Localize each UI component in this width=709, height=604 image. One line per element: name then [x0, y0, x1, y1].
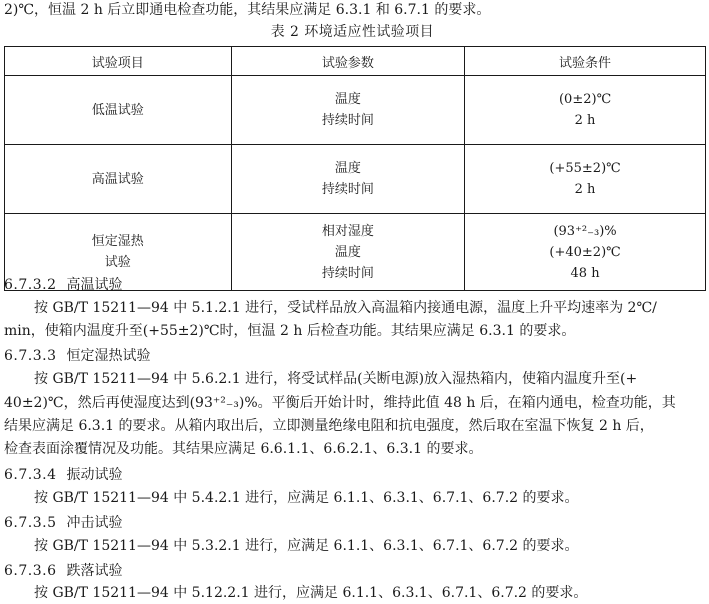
section-number: 6.7.3.4: [4, 467, 57, 483]
condition-text: (0±2)℃: [558, 92, 612, 107]
section-title: 高温试验: [66, 277, 123, 293]
section-number: 6.7.3.5: [4, 515, 57, 531]
paragraph-line: 结果应满足 6.3.1 的要求。从箱内取出后，立即测量绝缘电阻和抗电强度，然后取在室温下恢复 2 h 后，: [4, 418, 654, 434]
table-caption: 表 2 环境适应性试验项目: [270, 24, 435, 40]
param-text: 相对湿度: [321, 223, 374, 239]
condition-text: (+40±2)℃: [549, 244, 621, 260]
cell-test-parameter: [231, 76, 465, 145]
header-test-item: 试验项目: [5, 47, 232, 76]
section-heading: [4, 561, 122, 581]
section-number: 6.7.3.6: [4, 563, 57, 579]
cell-test-condition: [465, 76, 706, 145]
section-heading: [4, 275, 122, 295]
paragraph-line: 40±2)℃，然后再使湿度达到(93⁺²₋₃)%。平衡后开始计时，维持此值 48 h 后，在箱内通电，检查功能，其: [4, 395, 676, 411]
cell-test-item: [5, 76, 232, 145]
table-row: [5, 145, 706, 214]
condition-text: 48 h: [570, 265, 600, 281]
param-text: 持续时间: [321, 182, 374, 197]
param-text: 持续时间: [321, 265, 374, 281]
paragraph-line: 按 GB/T 15211—94 中 5.6.2.1 进行，将受试样品(关断电源)放入湿热箱内，使箱内温度升至(+: [34, 371, 638, 387]
param-text: 温度: [334, 92, 361, 107]
header-test-condition: 试验条件: [465, 47, 706, 76]
section-heading: [4, 346, 150, 366]
cell-test-parameter: [231, 145, 465, 214]
table-header-row: [5, 47, 706, 76]
param-text: 持续时间: [321, 113, 374, 128]
paragraph-line: 按 GB/T 15211—94 中 5.4.2.1 进行，应满足 6.1.1、6.3.1、6.7.1、6.7.2 的要求。: [34, 490, 579, 506]
param-text: 温度: [334, 244, 361, 260]
section-title: 冲击试验: [66, 515, 123, 531]
environment-test-table: [4, 46, 706, 291]
condition-text: 2 h: [574, 113, 596, 128]
condition-text: (93⁺²₋₃)%: [553, 223, 617, 239]
paragraph-line: 按 GB/T 15211—94 中 5.12.2.1 进行，应满足 6.1.1、6.3.1、6.7.1、6.7.2 的要求。: [34, 585, 588, 601]
section-title: 恒定湿热试验: [66, 348, 151, 364]
section-heading: [4, 513, 122, 533]
param-text: 温度: [334, 161, 361, 176]
paragraph-line: 按 GB/T 15211—94 中 5.3.2.1 进行，应满足 6.1.1、6.3.1、6.7.1、6.7.2 的要求。: [34, 538, 579, 554]
item-text: 恒定湿热: [91, 234, 144, 249]
item-text: 高温试验: [91, 171, 144, 187]
cell-test-condition: [465, 145, 706, 214]
condition-text: 2 h: [574, 182, 596, 197]
section-title: 跌落试验: [66, 563, 123, 579]
cell-test-parameter: [231, 214, 465, 291]
item-text: 试验: [104, 255, 131, 270]
section-number: 6.7.3.2: [4, 277, 57, 293]
section-number: 6.7.3.3: [4, 348, 57, 364]
paragraph-line: min，使箱内温度升至(+55±2)℃时，恒温 2 h 后检查功能。其结果应满足 6.3.1 的要求。: [4, 323, 576, 339]
cell-test-condition: [465, 214, 706, 291]
condition-text: (+55±2)℃: [549, 161, 621, 176]
item-text: 低温试验: [91, 102, 144, 118]
section-title: 振动试验: [66, 467, 123, 483]
section-heading: [4, 465, 122, 485]
paragraph-line: 检查表面涂覆情况及功能。其结果应满足 6.6.1.1、6.6.2.1、6.3.1 的要求。: [4, 441, 483, 457]
table-row: [5, 76, 706, 145]
cell-test-item: [5, 145, 232, 214]
header-test-parameter: 试验参数: [231, 47, 465, 76]
intro-line: 2)℃，恒温 2 h 后立即通电检查功能，其结果应满足 6.3.1 和 6.7.1 的要求。: [4, 2, 491, 18]
paragraph-line: 按 GB/T 15211—94 中 5.1.2.1 进行，受试样品放入高温箱内接通电源，温度上升平均速率为 2℃/: [34, 300, 657, 316]
